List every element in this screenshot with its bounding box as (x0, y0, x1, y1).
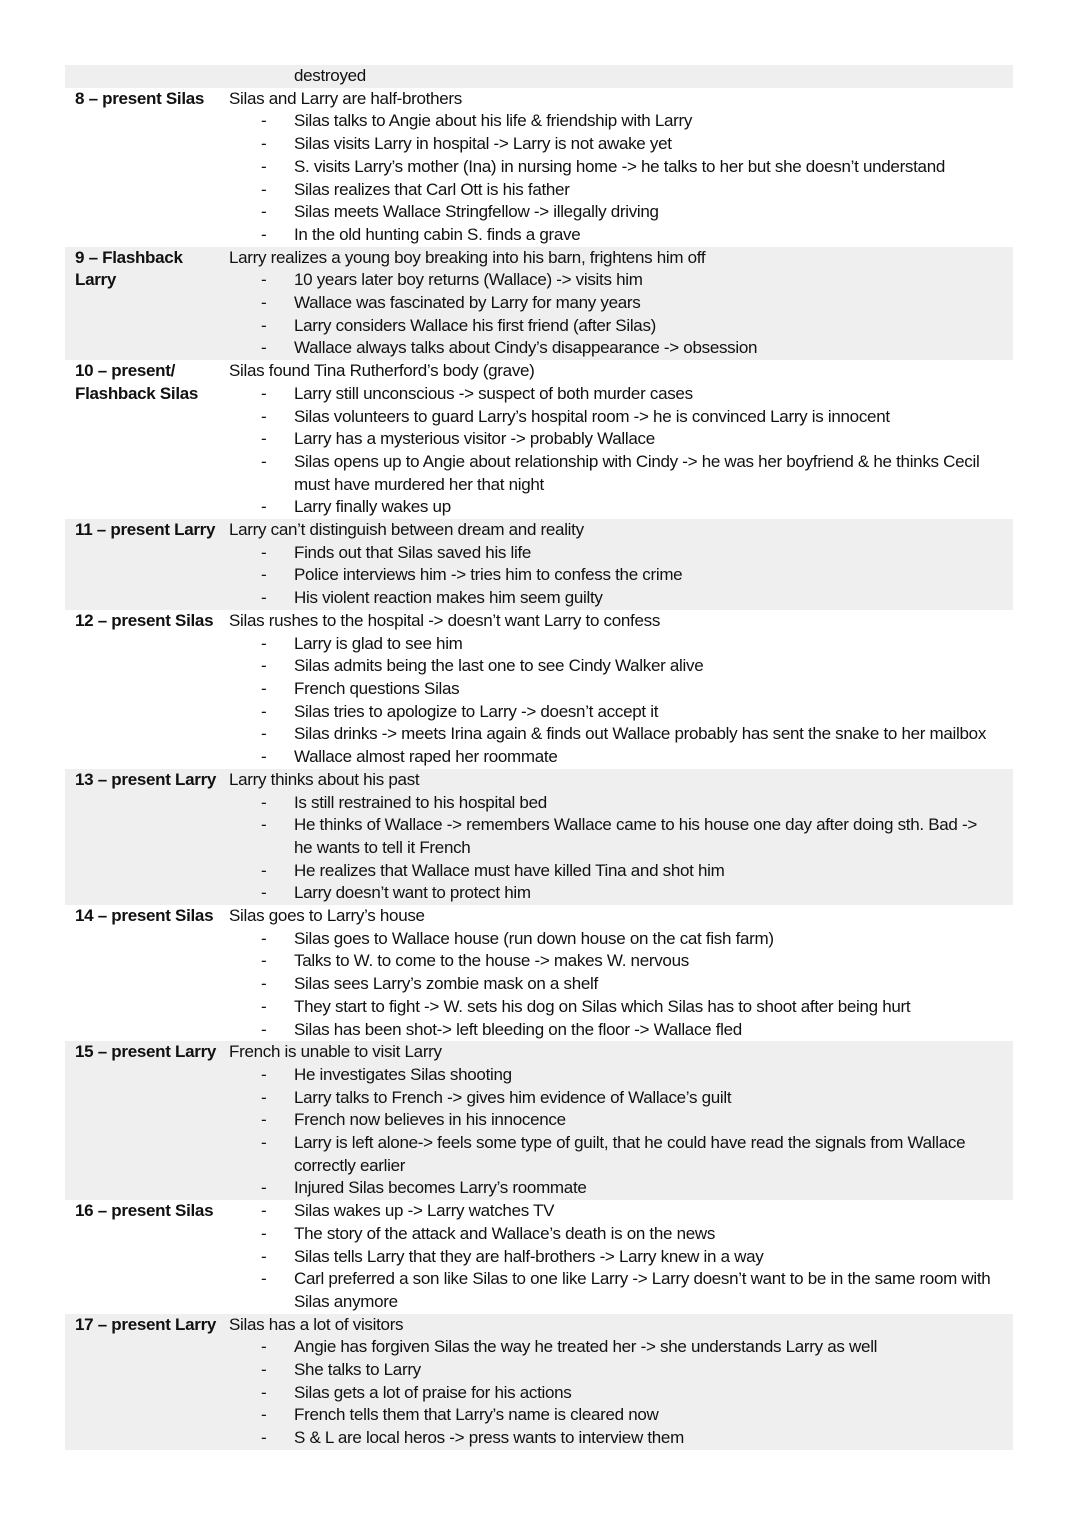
chapter-summary: Silas goes to Larry’s house (229, 906, 425, 926)
list-item: - Silas talks to Angie about his life & friendship with Larry (229, 110, 1013, 133)
list-item: - S & L are local heros -> press wants to interview them (229, 1427, 1013, 1450)
list-item: - Larry considers Wallace his first friend (after Silas) (229, 315, 1013, 338)
list-item: - Wallace almost raped her roommate (229, 746, 1013, 769)
chapter-cell (65, 905, 215, 928)
table-row (65, 1041, 1013, 1200)
list-item: - Larry talks to French -> gives him evidence of Wallace’s guilt (229, 1087, 1013, 1110)
chapter-label: 17 – present Larry (75, 1314, 217, 1334)
chapter-cell (65, 519, 215, 542)
list-item: - His violent reaction makes him seem guilty (229, 587, 1013, 610)
list-item: - Angie has forgiven Silas the way he treated her -> she understands Larry as well (229, 1336, 1013, 1359)
list-item: - Silas tries to apologize to Larry -> doesn’t accept it (229, 701, 1013, 724)
list-item: - Silas admits being the last one to see Cindy Walker alive (229, 655, 1013, 678)
list-item: - Larry has a mysterious visitor -> probably Wallace (229, 428, 1013, 451)
bullet-list (229, 542, 1013, 610)
table-row (65, 1200, 1013, 1314)
list-item: - S. visits Larry’s mother (Ina) in nursing home -> he talks to her but she doesn’t understand (229, 156, 1013, 179)
table-row (65, 65, 1013, 88)
chapter-label: 9 – Flashback (75, 247, 183, 267)
bullet-list (229, 110, 1013, 246)
table-row (65, 905, 1013, 1041)
chapter-label: Larry (75, 270, 117, 290)
list-item: - Silas tells Larry that they are half-brothers -> Larry knew in a way (229, 1246, 1013, 1269)
list-item: - She talks to Larry (229, 1359, 1013, 1382)
chapter-label: 14 – present Silas (75, 906, 214, 926)
chapter-cell (65, 1314, 215, 1337)
list-item: - Silas has been shot-> left bleeding on the floor -> Wallace fled (229, 1019, 1013, 1042)
table-row (65, 360, 1013, 519)
bullet-list (229, 269, 1013, 360)
chapter-summary: Silas rushes to the hospital -> doesn’t want Larry to confess (229, 610, 661, 630)
bullet-list (229, 792, 1013, 906)
list-item: - Silas goes to Wallace house (run down house on the cat fish farm) (229, 928, 1013, 951)
content-cell (215, 519, 1013, 610)
table-row (65, 1314, 1013, 1450)
table-row (65, 247, 1013, 361)
chapter-cell (65, 1041, 215, 1064)
content-cell (215, 1200, 1013, 1314)
chapter-label: 8 – present Silas (75, 88, 205, 108)
list-item: - Silas opens up to Angie about relationship with Cindy -> he was her boyfriend & he thinks Cecil must have murdered her that night (229, 451, 1013, 496)
chapter-label: 15 – present Larry (75, 1042, 217, 1062)
chapter-summary: Larry realizes a young boy breaking into his barn, frightens him off (229, 247, 706, 267)
chapter-label: 10 – present/ (75, 361, 176, 381)
list-item: - Silas sees Larry’s zombie mask on a shelf (229, 973, 1013, 996)
chapter-summary: Silas has a lot of visitors (229, 1314, 404, 1334)
chapter-label: 16 – present Silas (75, 1201, 214, 1221)
list-item: - French tells them that Larry’s name is cleared now (229, 1404, 1013, 1427)
list-item: - Larry is left alone-> feels some type of guilt, that he could have read the signals from Wallace correctly earlier (229, 1132, 1013, 1177)
list-item: - French now believes in his innocence (229, 1109, 1013, 1132)
list-item: - Injured Silas becomes Larry’s roommate (229, 1177, 1013, 1200)
chapter-summary: French is unable to visit Larry (229, 1042, 442, 1062)
list-item: - Carl preferred a son like Silas to one like Larry -> Larry doesn’t want to be in the same room with Silas anymore (229, 1268, 1013, 1313)
list-item: - The story of the attack and Wallace’s death is on the news (229, 1223, 1013, 1246)
bullet-list (229, 1200, 1013, 1314)
list-item: - Larry still unconscious -> suspect of both murder cases (229, 383, 1013, 406)
bullet-list (229, 1336, 1013, 1450)
table-row (65, 88, 1013, 247)
chapter-cell (65, 360, 215, 405)
chapter-label: 11 – present Larry (75, 520, 216, 540)
list-item: - Larry doesn’t want to protect him (229, 882, 1013, 905)
table-row (65, 519, 1013, 610)
list-item: - Silas volunteers to guard Larry’s hospital room -> he is convinced Larry is innocent (229, 406, 1013, 429)
content-cell (215, 905, 1013, 1041)
content-cell (215, 88, 1013, 247)
chapter-label: Flashback Silas (75, 383, 199, 403)
list-item: - Larry finally wakes up (229, 496, 1013, 519)
table-row (65, 610, 1013, 769)
content-cell (215, 247, 1013, 361)
list-item: - Silas visits Larry in hospital -> Larry is not awake yet (229, 133, 1013, 156)
chapter-cell (65, 247, 215, 292)
bullet-list (229, 383, 1013, 519)
list-item: - Silas gets a lot of praise for his actions (229, 1382, 1013, 1405)
bullet-list (229, 928, 1013, 1042)
chapter-cell (65, 769, 215, 792)
chapter-label: 12 – present Silas (75, 610, 214, 630)
chapter-label: 13 – present Larry (75, 769, 217, 789)
list-item: - He realizes that Wallace must have killed Tina and shot him (229, 860, 1013, 883)
content-cell (215, 1314, 1013, 1450)
list-item: - They start to fight -> W. sets his dog on Silas which Silas has to shoot after being hurt (229, 996, 1013, 1019)
continuation-text: destroyed (294, 66, 366, 85)
list-item: - Silas realizes that Carl Ott is his father (229, 179, 1013, 202)
bullet-list (229, 1064, 1013, 1200)
list-item: - He investigates Silas shooting (229, 1064, 1013, 1087)
chapter-summary: Larry can’t distinguish between dream and reality (229, 520, 584, 540)
content-cell (215, 65, 1013, 88)
list-item: - Silas meets Wallace Stringfellow -> illegally driving (229, 201, 1013, 224)
content-cell (215, 610, 1013, 769)
chapter-summary: Silas and Larry are half-brothers (229, 88, 462, 108)
list-item: - Talks to W. to come to the house -> makes W. nervous (229, 950, 1013, 973)
list-item: - 10 years later boy returns (Wallace) -> visits him (229, 269, 1013, 292)
chapter-cell (65, 610, 215, 633)
chapter-cell (65, 88, 215, 111)
list-item: - Silas drinks -> meets Irina again & finds out Wallace probably has sent the snake to her mailbox (229, 723, 1013, 746)
list-item: - Is still restrained to his hospital bed (229, 792, 1013, 815)
content-cell (215, 360, 1013, 519)
chapter-cell (65, 1200, 215, 1223)
list-item: - Finds out that Silas saved his life (229, 542, 1013, 565)
list-item: - Wallace always talks about Cindy’s disappearance -> obsession (229, 337, 1013, 360)
list-item: - In the old hunting cabin S. finds a grave (229, 224, 1013, 247)
bullet-list (229, 633, 1013, 769)
list-item: - French questions Silas (229, 678, 1013, 701)
list-item: - Police interviews him -> tries him to confess the crime (229, 564, 1013, 587)
chapter-summary: Larry thinks about his past (229, 769, 420, 789)
list-item: - Larry is glad to see him (229, 633, 1013, 656)
list-item: - Silas wakes up -> Larry watches TV (229, 1200, 1013, 1223)
content-cell (215, 769, 1013, 905)
list-item: - Wallace was fascinated by Larry for many years (229, 292, 1013, 315)
content-cell (215, 1041, 1013, 1200)
notes-table (65, 65, 1013, 1450)
table-row (65, 769, 1013, 905)
list-item: - He thinks of Wallace -> remembers Wallace came to his house one day after doing sth. Bad -> he wants to tell it French (229, 814, 1013, 859)
chapter-summary: Silas found Tina Rutherford’s body (grave) (229, 361, 535, 381)
